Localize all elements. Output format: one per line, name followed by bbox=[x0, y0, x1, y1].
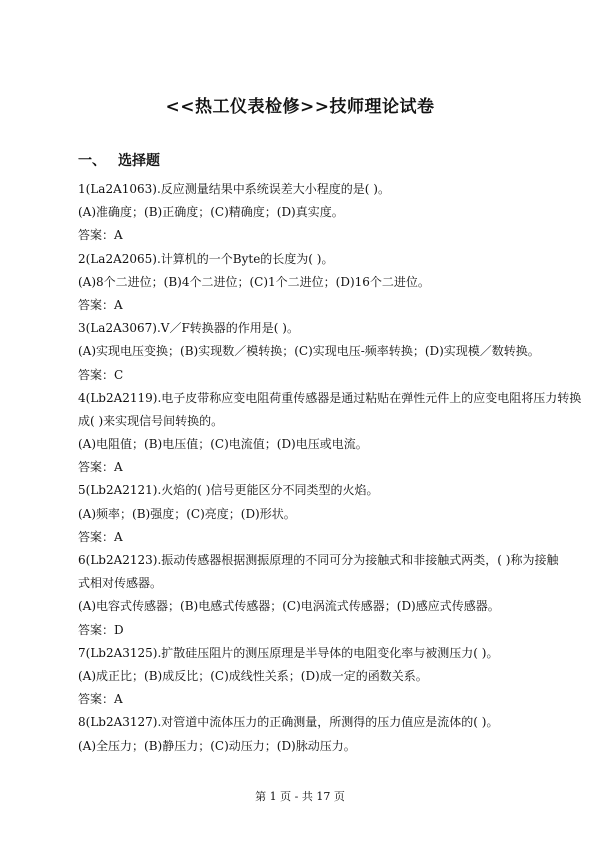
question-stem: 4(Lb2A2119).电子皮带称应变电阻荷重传感器是通过粘贴在弹性元件上的应变电阻将压力转换 bbox=[78, 390, 582, 405]
question-stem: 5(Lb2A2121).火焰的( )信号更能区分不同类型的火焰。 bbox=[78, 483, 379, 498]
question-options: (A)8个二进位；(B)4个二进位；(C)1个二进位；(D)16个二进位。 bbox=[78, 274, 430, 289]
question-stem: 1(La2A1063).反应测量结果中系统误差大小程度的是( )。 bbox=[78, 182, 390, 196]
question-stem: 2(La2A2065).计算机的一个Byte的长度为( )。 bbox=[78, 251, 334, 266]
question-item bbox=[78, 642, 528, 712]
document-title: <<热工仪表检修>>技师理论试卷 bbox=[165, 97, 435, 117]
question-options: (A)电阻值；(B)电压值；(C)电流值；(D)电压或电流。 bbox=[78, 437, 368, 452]
question-stem: 6(Lb2A2123).振动传感器根据测振原理的不同可分为接触式和非接触式两类，( )称为接触 bbox=[78, 553, 559, 567]
question-item bbox=[78, 178, 528, 248]
question-answer: 答案：A bbox=[78, 297, 123, 312]
question-stem: 8(Lb2A3127).对管道中流体压力的正确测量，所测得的压力值应是流体的( )。 bbox=[78, 715, 499, 730]
question-options: (A)准确度；(B)正确度；(C)精确度；(D)真实度。 bbox=[78, 205, 344, 220]
question-item bbox=[78, 248, 528, 318]
section-heading bbox=[78, 150, 160, 170]
question-answer: 答案：C bbox=[78, 367, 124, 382]
question-item bbox=[78, 387, 582, 480]
question-stem: 3(La2A3067).V／F转换器的作用是( )。 bbox=[78, 321, 299, 336]
question-stem: 7(Lb2A3125).扩散硅压阻片的测压原理是半导体的电阻变化率与被测压力( )。 bbox=[78, 645, 499, 660]
question-answer: 答案：A bbox=[78, 460, 123, 475]
question-item bbox=[78, 317, 540, 387]
question-options: (A)频率；(B)强度；(C)亮度；(D)形状。 bbox=[78, 506, 296, 521]
question-stem: 成( )来实现信号间转换的。 bbox=[78, 413, 224, 428]
question-answer: 答案：A bbox=[78, 228, 123, 243]
question-item bbox=[78, 711, 528, 757]
question-options: (A)电容式传感器；(B)电感式传感器；(C)电涡流式传感器；(D)感应式传感器。 bbox=[78, 599, 500, 614]
question-options: (A)全压力；(B)静压力；(C)动压力；(D)脉动压力。 bbox=[78, 738, 356, 753]
question-answer: 答案：D bbox=[78, 622, 124, 637]
question-item bbox=[78, 479, 528, 549]
question-options: (A)成正比；(B)成反比；(C)成线性关系；(D)成一定的函数关系。 bbox=[78, 668, 428, 683]
question-item bbox=[78, 549, 559, 642]
section-number: 一、 bbox=[78, 153, 106, 169]
section-title: 选择题 bbox=[118, 153, 160, 169]
question-answer: 答案：A bbox=[78, 692, 123, 707]
page-footer: 第 1 页 - 共 17 页 bbox=[255, 790, 345, 803]
question-stem: 式相对传感器。 bbox=[78, 576, 163, 591]
question-answer: 答案：A bbox=[78, 529, 123, 544]
question-list bbox=[78, 178, 582, 758]
question-options: (A)实现电压变换；(B)实现数／模转换；(C)实现电压-频率转换；(D)实现模／数转换。 bbox=[78, 344, 540, 359]
